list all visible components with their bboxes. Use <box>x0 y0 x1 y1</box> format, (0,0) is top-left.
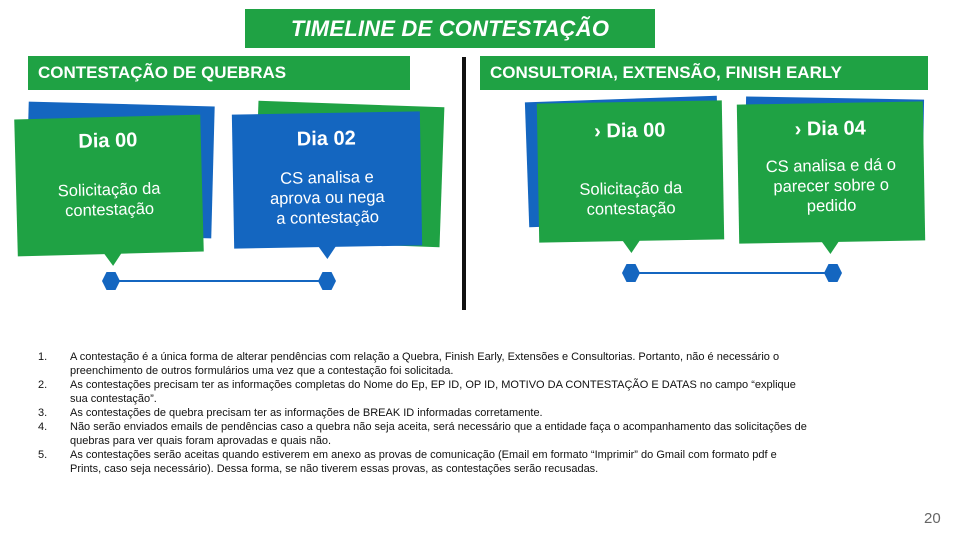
chevron-right-icon: › <box>794 118 802 141</box>
card-description: Solicitação da contestação <box>57 179 161 221</box>
card-pointer <box>104 253 122 266</box>
timeline-milestone-dot <box>102 272 120 290</box>
note-number: 5. <box>38 449 48 461</box>
timeline-card-left-1 <box>14 115 204 257</box>
card-day-label: › Dia 04 <box>794 117 867 141</box>
card-description: CS analisa e aprova ou nega a contestação <box>269 168 385 228</box>
timeline-title-banner <box>245 9 655 48</box>
page-number: 20 <box>924 510 941 527</box>
note-item: 3. As contestações de quebra precisam ter as informações de BREAK ID informadas corretamente. <box>38 407 543 419</box>
right-section-header <box>480 56 928 90</box>
timeline-card-right-1 <box>537 100 724 242</box>
page-title: TIMELINE DE CONTESTAÇÃO <box>290 15 610 41</box>
left-section-header <box>28 56 410 90</box>
card-day-label: Dia 00 <box>78 129 138 153</box>
note-item: 1. A contestação é a única forma de alterar pendências com relação a Quebra, Finish Early, Extensões e Consultorias. Portanto, não é necessário o preenchimento de outros formulários uma vez que a contestação foi solicitada. <box>38 351 780 377</box>
timeline-card-right-2 <box>737 101 925 243</box>
card-pointer <box>318 246 336 259</box>
left-section-title: CONTESTAÇÃO DE QUEBRAS <box>38 63 287 82</box>
card-day-label: › Dia 00 <box>594 119 666 143</box>
card-day-label: Dia 02 <box>296 127 356 151</box>
note-number: 2. <box>38 379 48 391</box>
chevron-right-icon: › <box>594 120 602 143</box>
vertical-divider <box>462 57 466 310</box>
right-section-title: CONSULTORIA, EXTENSÃO, FINISH EARLY <box>490 63 843 82</box>
note-item: 2. As contestações precisam ter as informações completas do Nome do Ep, EP ID, OP ID, MOTIVO DA CONTESTAÇÃO E DATAS no campo “explique sua contestação”. <box>38 379 796 405</box>
timeline-connector <box>111 280 327 282</box>
note-number: 1. <box>38 351 48 363</box>
timeline-milestone-dot <box>824 264 842 282</box>
note-number: 4. <box>38 421 48 433</box>
card-description: CS analisa e dá o parecer sobre o pedido <box>765 155 897 216</box>
card-pointer <box>821 241 839 254</box>
notes-list <box>38 350 940 476</box>
card-description: Solicitação da contestação <box>579 179 683 219</box>
timeline-milestone-dot <box>318 272 336 290</box>
card-pointer <box>622 240 640 253</box>
note-item: 4. Não serão enviados emails de pendências caso a quebra não seja aceita, será necessário que a entidade faça o acompanhamento das solicitações de quebras para ver quais foram aprovadas e quais não. <box>38 421 807 447</box>
note-item: 5. As contestações serão aceitas quando estiverem em anexo as provas de comunicação (Email em formato “Imprimir” do Gmail com formato pdf e Prints, caso seja necessário). Dessa forma, se não tiverem essas provas, as contestações serão recusadas. <box>38 449 777 475</box>
note-number: 3. <box>38 407 48 419</box>
timeline-connector <box>631 272 833 274</box>
timeline-card-left-2 <box>232 111 422 248</box>
timeline-milestone-dot <box>622 264 640 282</box>
